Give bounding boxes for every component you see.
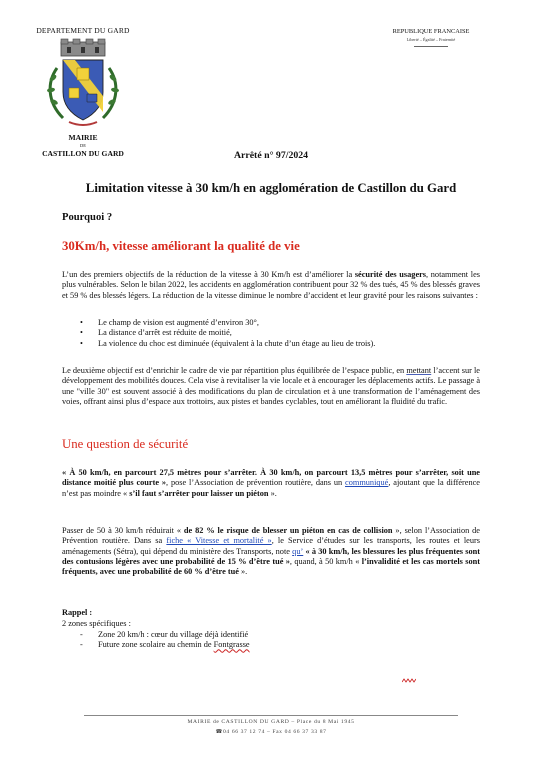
section2-heading: Une question de sécurité <box>62 437 189 451</box>
list-item: • La distance d’arrêt est réduite de moitié, <box>80 328 232 338</box>
mairie-label: MAIRIE <box>68 133 98 142</box>
coat-of-arms-logo <box>43 38 123 130</box>
footer-divider <box>84 715 458 716</box>
qu-link[interactable]: qu’ <box>292 546 304 556</box>
rappel-label: Rappel : <box>62 608 93 617</box>
communique-link[interactable]: communiqué <box>345 478 389 488</box>
list-item: - Zone 20 km/h : cœur du village déjà identifié <box>80 630 249 639</box>
fiche-vitesse-link[interactable]: fiche « Vitesse et mortalité » <box>166 536 272 546</box>
department-label: DEPARTEMENT DU GARD <box>36 26 130 35</box>
rappel-intro: 2 zones spécifiques : <box>62 619 131 628</box>
paragraph-objectif-2: Le deuxième objectif est d’enrichir le cadre de vie par répartition plus équilibrée de l’espace public, en mettant l’accent sur le développement des mobilités douces. Cela vise à revitaliser la vie locale et à encourager les déplacements actifs. Le passage à une "ville 30" est souvent associé à des modifications du plan de circulation et à une transformation de l’aménagement des voies, offrant ainsi plus d’espace aux trottoirs, aux pistes et bandes cyclables, tout en améliorant la fluidité du trafic. <box>62 366 480 406</box>
republique-header <box>376 28 486 47</box>
section1-heading: 30Km/h, vitesse améliorant la qualité de vie <box>62 239 300 253</box>
de-label: DE <box>80 143 86 148</box>
devise-label: Liberté – Égalité – Fraternité <box>406 37 456 42</box>
paragraph-distance: « À 50 km/h, en parcourt 27,5 mètres pour s’arrêter. À 30 km/h, on parcourt 13,5 mètres pour s’arrêter, soit une distance moitié plus courte », pose l’Association de prévention routière, dans un communiqué, ajoutant que la différence n’est pas moindre « s’il faut s’arrêter pour laisser un piéton ». <box>62 468 480 498</box>
bullet-icon: • <box>80 328 83 338</box>
list-item: • La violence du choc est diminuée (équivalent à la chute d’un étage au lieu de trois). <box>80 338 376 348</box>
arrete-number: Arrêté n° 97/2024 <box>233 150 309 161</box>
list-item: - Future zone scolaire au chemin de Fontgrasse <box>80 640 250 650</box>
securite-usagers-emphasis: sécurité des usagers <box>354 270 427 279</box>
zones-list <box>80 630 480 651</box>
paragraph-objectif-1: L’un des premiers objectifs de la réduction de la vitesse à 30 Km/h est d’améliorer la sécurité des usagers, notamment les plus vulnérables. Selon le bilan 2022, les accidents en agglomération contribuent pour 32 % des tués, 45 % des blessés graves et 59 % des blessés légers. La réduction de la vitesse diminue le nombre d’accident et leur gravité pour les raisons suivantes : <box>62 270 480 300</box>
list-item: • Le champ de vision est augmenté d’environ 30°, <box>80 318 259 327</box>
bullet-icon: • <box>80 338 83 348</box>
paragraph-risque: Passer de 50 à 30 km/h réduirait « de 82 % le risque de blesser un piéton en cas de collision », selon l’Association de Prévention routière. Dans sa fiche « Vitesse et mortalité », le Service d’études sur les transports, les routes et leurs aménagements (Sétra), qui dépend du ministère des Transports, note qu’ « à 30 km/h, les blessures les plus fréquentes sont des contusions légères avec une probabilité de 15 % d’être tué », quand, à 50 km/h « l’invalidité et les cas mortels sont fréquents, avec une probabilité de 60 % d’être tué ». <box>62 526 480 577</box>
dash-icon: - <box>80 640 83 650</box>
mairie-header <box>28 26 138 158</box>
reasons-list <box>80 318 480 349</box>
footer-phone: ☎04 66 37 12 74 – Fax 04 66 37 33 87 <box>215 729 327 735</box>
pourquoi-heading: Pourquoi ? <box>62 212 113 223</box>
republique-label: REPUBLIQUE FRANCAISE <box>392 28 470 35</box>
document-title: Limitation vitesse à 30 km/h en agglomération de Castillon du Gard <box>85 181 457 195</box>
commune-label: CASTILLON DU GARD <box>42 149 124 158</box>
header-divider <box>414 46 448 47</box>
bullet-icon: • <box>80 318 83 327</box>
dash-icon: - <box>80 630 83 639</box>
spellcheck-squiggle-icon <box>402 678 416 684</box>
footer-address: MAIRIE de CASTILLON DU GARD – Place du 8 Mai 1945 <box>187 719 355 725</box>
